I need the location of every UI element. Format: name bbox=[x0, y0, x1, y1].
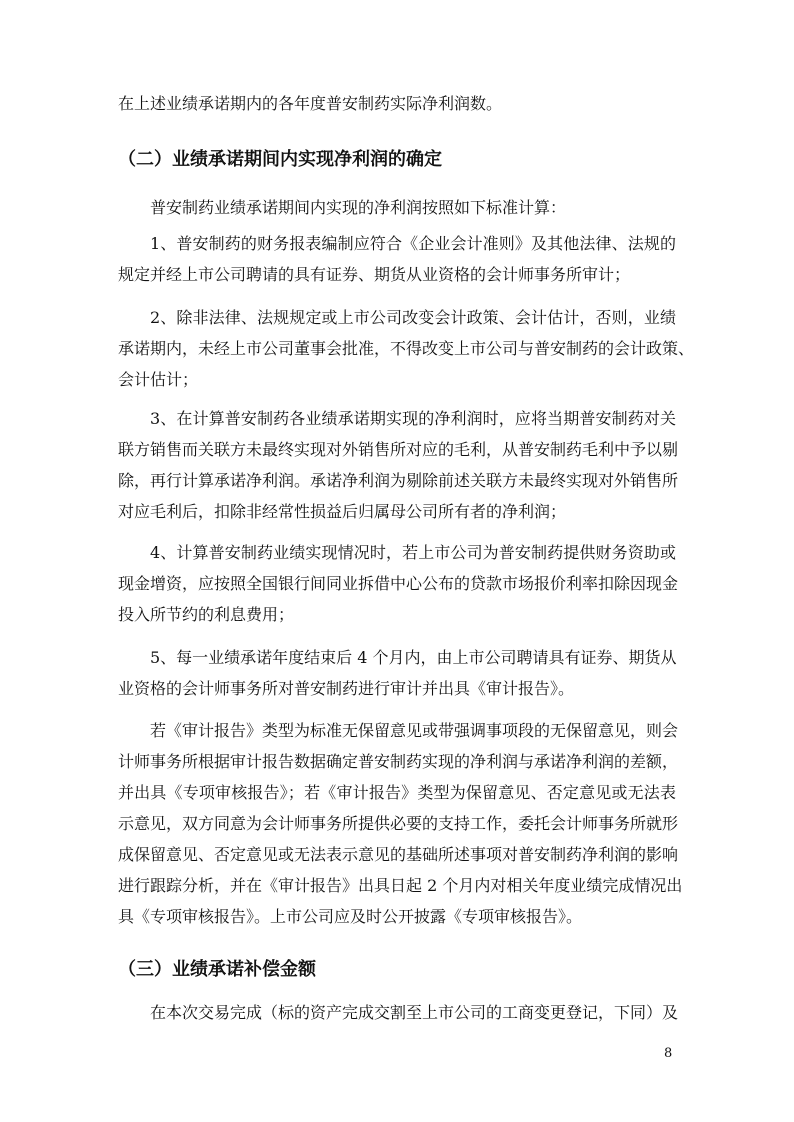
text-line: 联方销售而关联方未最终实现对外销售所对应的毛利，从普安制药毛利中予以剔 bbox=[118, 440, 679, 459]
text-line: 普安制药业绩承诺期间内实现的净利润按照如下标准计算： bbox=[150, 198, 567, 217]
section-2-heading: （二）业绩承诺期间内实现净利润的确定 bbox=[118, 149, 442, 170]
text-line: 5、每一业绩承诺年度结束后 4 个月内，由上市公司聘请具有证券、期货从 bbox=[150, 648, 677, 667]
text-line: 具《专项审核报告》。上市公司应及时公开披露《专项审核报告》。 bbox=[118, 907, 583, 926]
text-line: 规定并经上市公司聘请的具有证券、期货从业资格的会计师事务所审计； bbox=[118, 265, 631, 284]
page-number: 8 bbox=[664, 1046, 673, 1061]
text-line: 会计估计； bbox=[118, 370, 199, 389]
paragraph bbox=[118, 997, 679, 1028]
paragraph bbox=[118, 642, 676, 704]
text-line: 投入所节约的利息费用； bbox=[118, 605, 295, 624]
paragraph bbox=[118, 537, 679, 630]
paragraph bbox=[118, 192, 676, 223]
paragraph bbox=[118, 403, 679, 527]
section-3-heading: （三）业绩承诺补偿金额 bbox=[118, 959, 316, 980]
text-line: 进行跟踪分析，并在《审计报告》出具日起 2 个月内对相关年度业绩完成情况出 bbox=[118, 876, 683, 895]
text-line: 1、普安制药的财务报表编制应符合《企业会计准则》及其他法律、法规的 bbox=[150, 234, 676, 253]
text-line: 计师事务所根据审计报告数据确定普安制药实现的净利润与承诺净利润的差额， bbox=[118, 752, 679, 771]
text-line: 2、除非法律、法规规定或上市公司改变会计政策、会计估计，否则，业绩 bbox=[150, 308, 676, 327]
paragraph bbox=[118, 302, 695, 395]
text-line: 3、在计算普安制药各业绩承诺期实现的净利润时，应将当期普安制药对关 bbox=[150, 409, 676, 428]
text-line: 在上述业绩承诺期内的各年度普安制药实际净利润数。 bbox=[118, 94, 503, 113]
text-line: 在本次交易完成（标的资产完成交割至上市公司的工商变更登记，下同）及 bbox=[150, 1003, 679, 1022]
paragraph bbox=[118, 715, 683, 932]
text-line: 对应毛利后，扣除非经常性损益后归属母公司所有者的净利润； bbox=[118, 502, 567, 521]
text-line: 除，再行计算承诺净利润。承诺净利润为剔除前述关联方未最终实现对外销售所 bbox=[118, 471, 679, 490]
text-line: 现金增资，应按照全国银行间同业拆借中心公布的贷款市场报价利率扣除因现金 bbox=[118, 574, 679, 593]
text-line: 业资格的会计师事务所对普安制药进行审计并出具《审计报告》。 bbox=[118, 679, 575, 698]
paragraph bbox=[118, 228, 676, 290]
text-line: 成保留意见、否定意见或无法表示意见的基础所述事项对普安制药净利润的影响 bbox=[118, 845, 679, 864]
text-line: 承诺期内，未经上市公司董事会批准，不得改变上市公司与普安制药的会计政策、 bbox=[118, 339, 695, 358]
lead-paragraph bbox=[118, 88, 676, 119]
text-line: 示意见，双方同意为会计师事务所提供必要的支持工作，委托会计师事务所就形 bbox=[118, 814, 679, 833]
text-line: 并出具《专项审核报告》；若《审计报告》类型为保留意见、否定意见或无法表 bbox=[118, 783, 676, 802]
text-line: 若《审计报告》类型为标准无保留意见或带强调事项段的无保留意见，则会 bbox=[150, 721, 679, 740]
text-line: 4、计算普安制药业绩实现情况时，若上市公司为普安制药提供财务资助或 bbox=[150, 543, 676, 562]
